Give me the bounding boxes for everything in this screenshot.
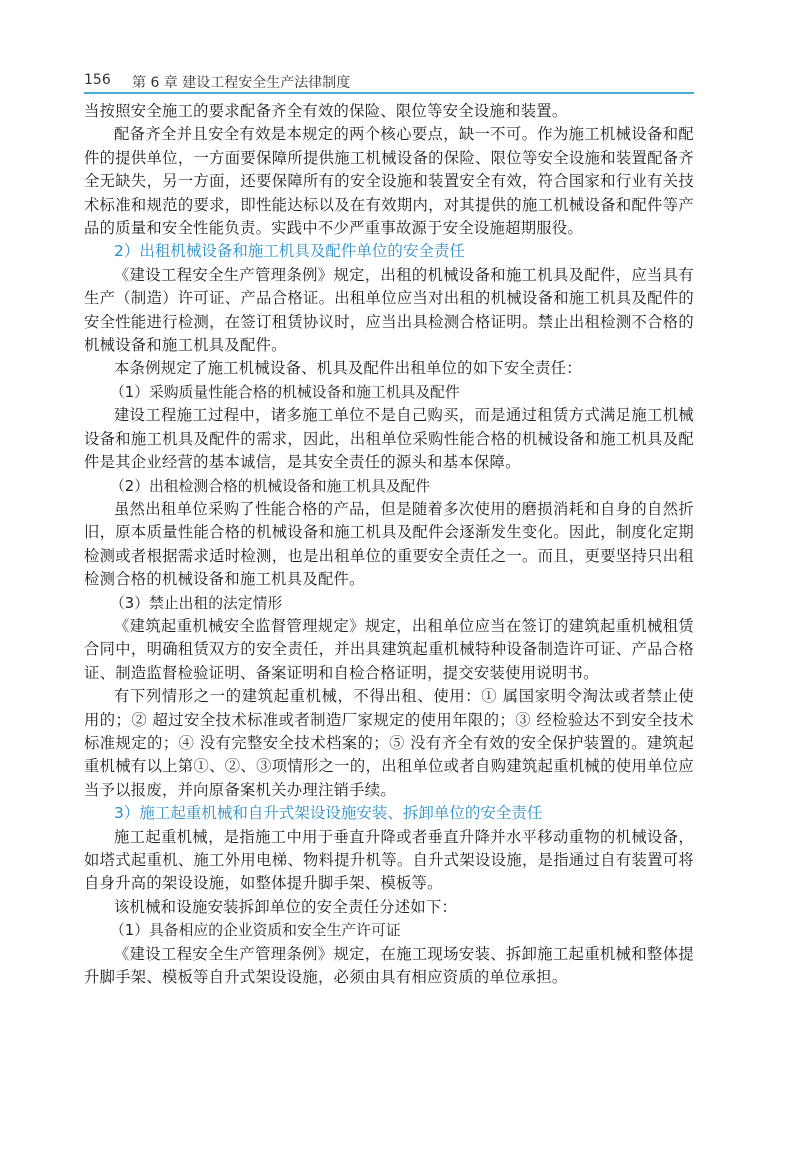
page-number: 156 xyxy=(84,72,111,88)
paragraph: 虽然出租单位采购了性能合格的产品，但是随着多次使用的磨损消耗和自身的自然折旧，原本质量性能合格的机械设备和施工机具及配件会逐渐发生变化。因此，制度化定期检测或者根据需求适时检测，也是出租单位的重要安全责任之一。而且，更要坚持只出租检测合格的机械设备和施工机具及配件。 xyxy=(84,499,694,589)
paragraph: 该机械和设施安装拆卸单位的安全责任分述如下： xyxy=(114,897,458,916)
section-heading: 3）施工起重机械和自升式架设设施安装、拆卸单位的安全责任 xyxy=(114,804,543,823)
paragraph: 本条例规定了施工机械设备、机具及配件出租单位的如下安全责任： xyxy=(114,359,582,378)
subsection-heading: （1）具备相应的企业资质和安全生产许可证 xyxy=(110,922,401,940)
subsection-heading: （1）采购质量性能合格的机械设备和施工机具及配件 xyxy=(110,383,460,401)
paragraph: 有下列情形之一的建筑起重机械，不得出租、使用：① 属国家明令淘汰或者禁止使用的；② 超过安全技术标准或者制造厂家规定的使用年限的；③ 经检验达不到安全技术标准规定的；④ 没有完整安全技术档案的；⑤ 没有齐全有效的安全保护装置的。建筑起重机械有以上第①、②、③项情形之一的，出租单位或者自购建筑起重机械的使用单位应当予以报废，并向原备案机关办理注销手续。 xyxy=(84,687,694,799)
running-header xyxy=(84,68,694,94)
paragraph: 建设工程施工过程中，诸多施工单位不是自己购买，而是通过租赁方式满足施工机械设备和施工机具及配件的需求，因此，出租单位采购性能合格的机械设备和施工机具及配件是其企业经营的基本诚信，是其安全责任的源头和基本保障。 xyxy=(84,406,694,472)
paragraph: 《建设工程安全生产管理条例》规定，出租的机械设备和施工机具及配件，应当具有生产（制造）许可证、产品合格证。出租单位应当对出租的机械设备和施工机具及配件的安全性能进行检测，在签订租赁协议时，应当出具检测合格证明。禁止出租检测不合格的机械设备和施工机具及配件。 xyxy=(84,265,694,355)
page-body xyxy=(84,100,694,989)
paragraph: 《建设工程安全生产管理条例》规定，在施工现场安装、拆卸施工起重机械和整体提升脚手架、模板等自升式架设设施，必须由具有相应资质的单位承担。 xyxy=(84,944,694,987)
header-rule xyxy=(84,92,694,94)
section-heading: 2）出租机械设备和施工机具及配件单位的安全责任 xyxy=(114,242,465,261)
subsection-heading: （2）出租检测合格的机械设备和施工机具及配件 xyxy=(110,477,431,495)
paragraph: 《建筑起重机械安全监督管理规定》规定，出租单位应当在签订的建筑起重机械租赁合同中，明确租赁双方的安全责任，并出具建筑起重机械特种设备制造许可证、产品合格证、制造监督检验证明、备案证明和自检合格证明，提交安装使用说明书。 xyxy=(84,616,694,682)
subsection-heading: （3）禁止出租的法定情形 xyxy=(110,594,283,612)
chapter-title: 第 6 章 建设工程安全生产法律制度 xyxy=(132,75,351,91)
paragraph: 施工起重机械，是指施工中用于垂直升降或者垂直升降并水平移动重物的机械设备，如塔式起重机、施工外用电梯、物料提升机等。自升式架设设施，是指通过自有装置可将自身升高的架设设施，如整体提升脚手架、模板等。 xyxy=(84,827,694,893)
paragraph: 配备齐全并且安全有效是本规定的两个核心要点，缺一不可。作为施工机械设备和配件的提供单位，一方面要保障所提供施工机械设备的保险、限位等安全设施和装置配备齐全无缺失，另一方面，还要保障所有的安全设施和装置安全有效，符合国家和行业有关技术标准和规范的要求，即性能达标以及在有效期内，对其提供的施工机械设备和配件等产品的质量和安全性能负责。实践中不少严重事故源于安全设施超期服役。 xyxy=(84,125,694,238)
paragraph: 当按照安全施工的要求配备齐全有效的保险、限位等安全设施和装置。 xyxy=(84,102,568,120)
